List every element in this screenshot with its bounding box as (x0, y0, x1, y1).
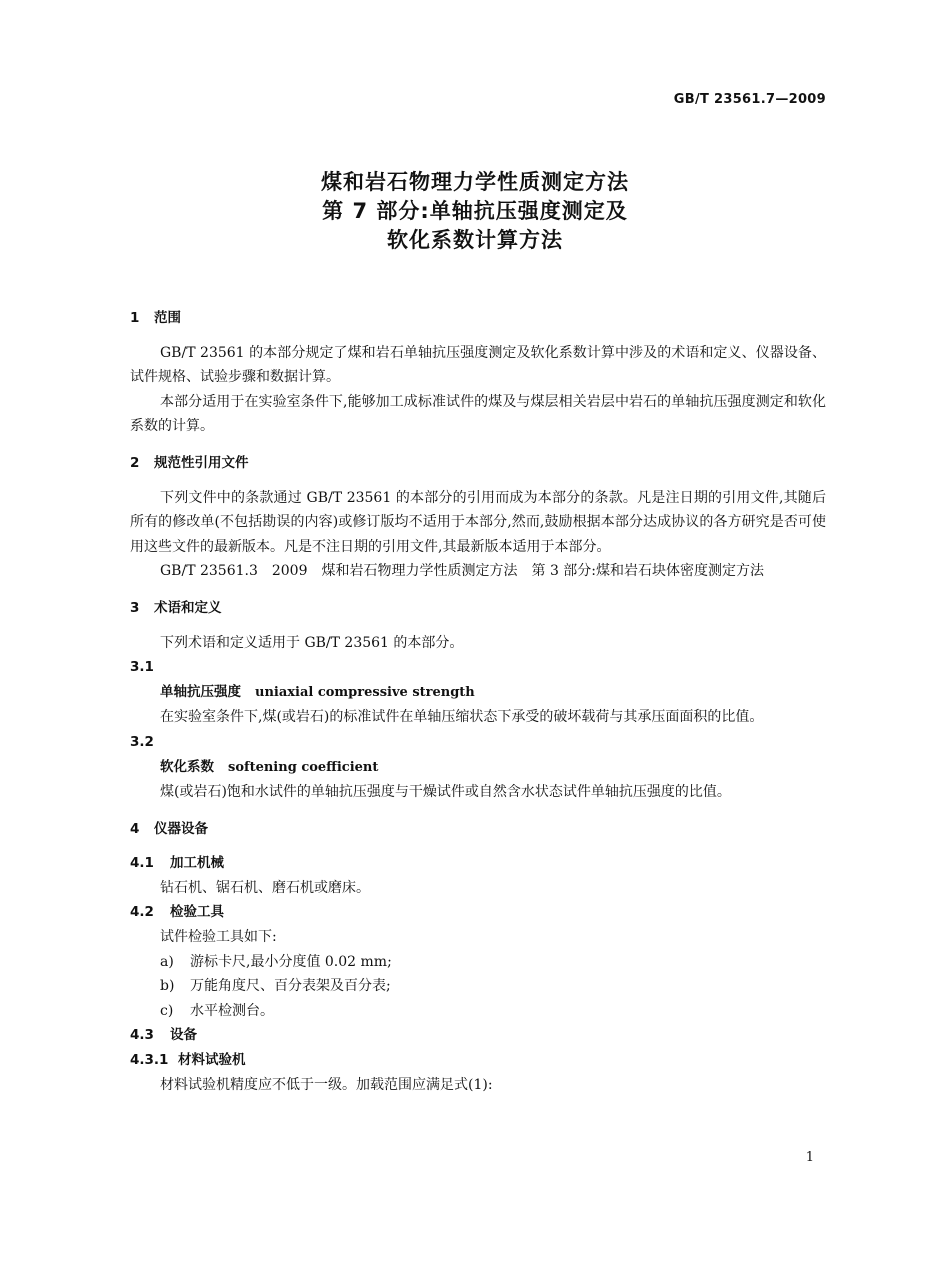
term-3-2-definition: 煤(或岩石)饱和水试件的单轴抗压强度与干燥试件或自然含水状态试件单轴抗压强度的比值。 (160, 784, 731, 801)
term-3-1-definition: 在实验室条件下,煤(或岩石)的标准试件在单轴压缩状态下承受的破坏载荷与其承压面面积的比值。 (160, 709, 764, 726)
list-item (130, 950, 826, 975)
list-marker: b) (160, 978, 175, 995)
subsection-number: 4.2 (130, 904, 154, 921)
term-3-2 (130, 755, 826, 781)
subsection-number: 4.3 (130, 1027, 154, 1044)
subsection-title: 加工机械 (170, 855, 224, 872)
title-line-2: 第 7 部分:单轴抗压强度测定及 (322, 199, 628, 223)
normative-references-paragraph: 下列文件中的条款通过 GB/T 23561 的本部分的引用而成为本部分的条款。凡是注日期的引用文件,其随后所有的修改单(不包括勘误的内容)或修订版均不适用于本部分,然而,鼓励根据本部分达成协议的各方研究是否可使用这些文件的最新版本。凡是不注日期的引用文件,其最新版本适用于本部分。 (130, 489, 826, 555)
terms-intro: 下列术语和定义适用于 GB/T 23561 的本部分。 (160, 634, 464, 651)
section-2-heading (130, 451, 826, 476)
list-item (130, 974, 826, 999)
subsection-title: 材料试验机 (178, 1052, 246, 1069)
section-title: 仪器设备 (154, 820, 208, 837)
subsection-4-1-heading (130, 851, 826, 876)
title-line-3: 软化系数计算方法 (387, 228, 563, 252)
section-title: 术语和定义 (154, 599, 222, 616)
term-3-2-number: 3.2 (130, 733, 154, 750)
subsection-number: 4.1 (130, 855, 154, 872)
list-marker: c) (160, 1002, 174, 1019)
subsection-number: 4.3.1 (130, 1052, 169, 1069)
section-title: 规范性引用文件 (154, 454, 249, 471)
list-marker: a) (160, 953, 174, 970)
subsection-title: 设备 (170, 1027, 197, 1044)
list-item-text: 游标卡尺,最小分度值 0.02 mm; (190, 953, 392, 970)
reference-entry: GB/T 23561.3 2009 煤和岩石物理力学性质测定方法 第 3 部分:煤和岩石块体密度测定方法 (160, 563, 765, 580)
subsection-title: 检验工具 (170, 904, 224, 921)
document-body (130, 306, 826, 1097)
list-item-text: 万能角度尺、百分表架及百分表; (190, 978, 391, 995)
testing-machine-text: 材料试验机精度应不低于一级。加载范围应满足式(1): (160, 1076, 493, 1093)
section-4-heading (130, 817, 826, 842)
term-chinese: 软化系数 (160, 758, 214, 775)
list-item-text: 水平检测台。 (190, 1002, 274, 1019)
scope-paragraph-1: GB/T 23561 的本部分规定了煤和岩石单轴抗压强度测定及软化系数计算中涉及的术语和定义、仪器设备、试件规格、试验步骤和数据计算。 (130, 344, 826, 386)
standard-code: GB/T 23561.7—2009 (673, 92, 826, 107)
term-english: uniaxial compressive strength (255, 684, 475, 700)
section-number: 1 (130, 310, 140, 326)
processing-machinery-text: 钻石机、锯石机、磨石机或磨床。 (160, 879, 370, 896)
list-item (130, 999, 826, 1024)
section-title: 范围 (154, 310, 181, 326)
page-number: 1 (805, 1150, 814, 1165)
subsection-4-3-heading (130, 1023, 826, 1048)
subsection-4-3-1-heading (130, 1048, 826, 1073)
section-number: 4 (130, 820, 140, 837)
section-number: 3 (130, 599, 140, 616)
document-title (0, 168, 950, 255)
section-3-heading (130, 596, 826, 621)
section-1-heading (130, 306, 826, 331)
inspection-tools-intro: 试件检验工具如下: (160, 929, 277, 946)
title-line-1: 煤和岩石物理力学性质测定方法 (321, 170, 629, 194)
subsection-4-2-heading (130, 900, 826, 925)
term-3-1-number: 3.1 (130, 659, 154, 676)
scope-paragraph-2: 本部分适用于在实验室条件下,能够加工成标准试件的煤及与煤层相关岩层中岩石的单轴抗压强度测定和软化系数的计算。 (130, 393, 826, 435)
term-chinese: 单轴抗压强度 (160, 683, 241, 700)
section-number: 2 (130, 454, 140, 471)
term-3-1 (130, 680, 826, 706)
term-english: softening coefficient (228, 759, 379, 775)
